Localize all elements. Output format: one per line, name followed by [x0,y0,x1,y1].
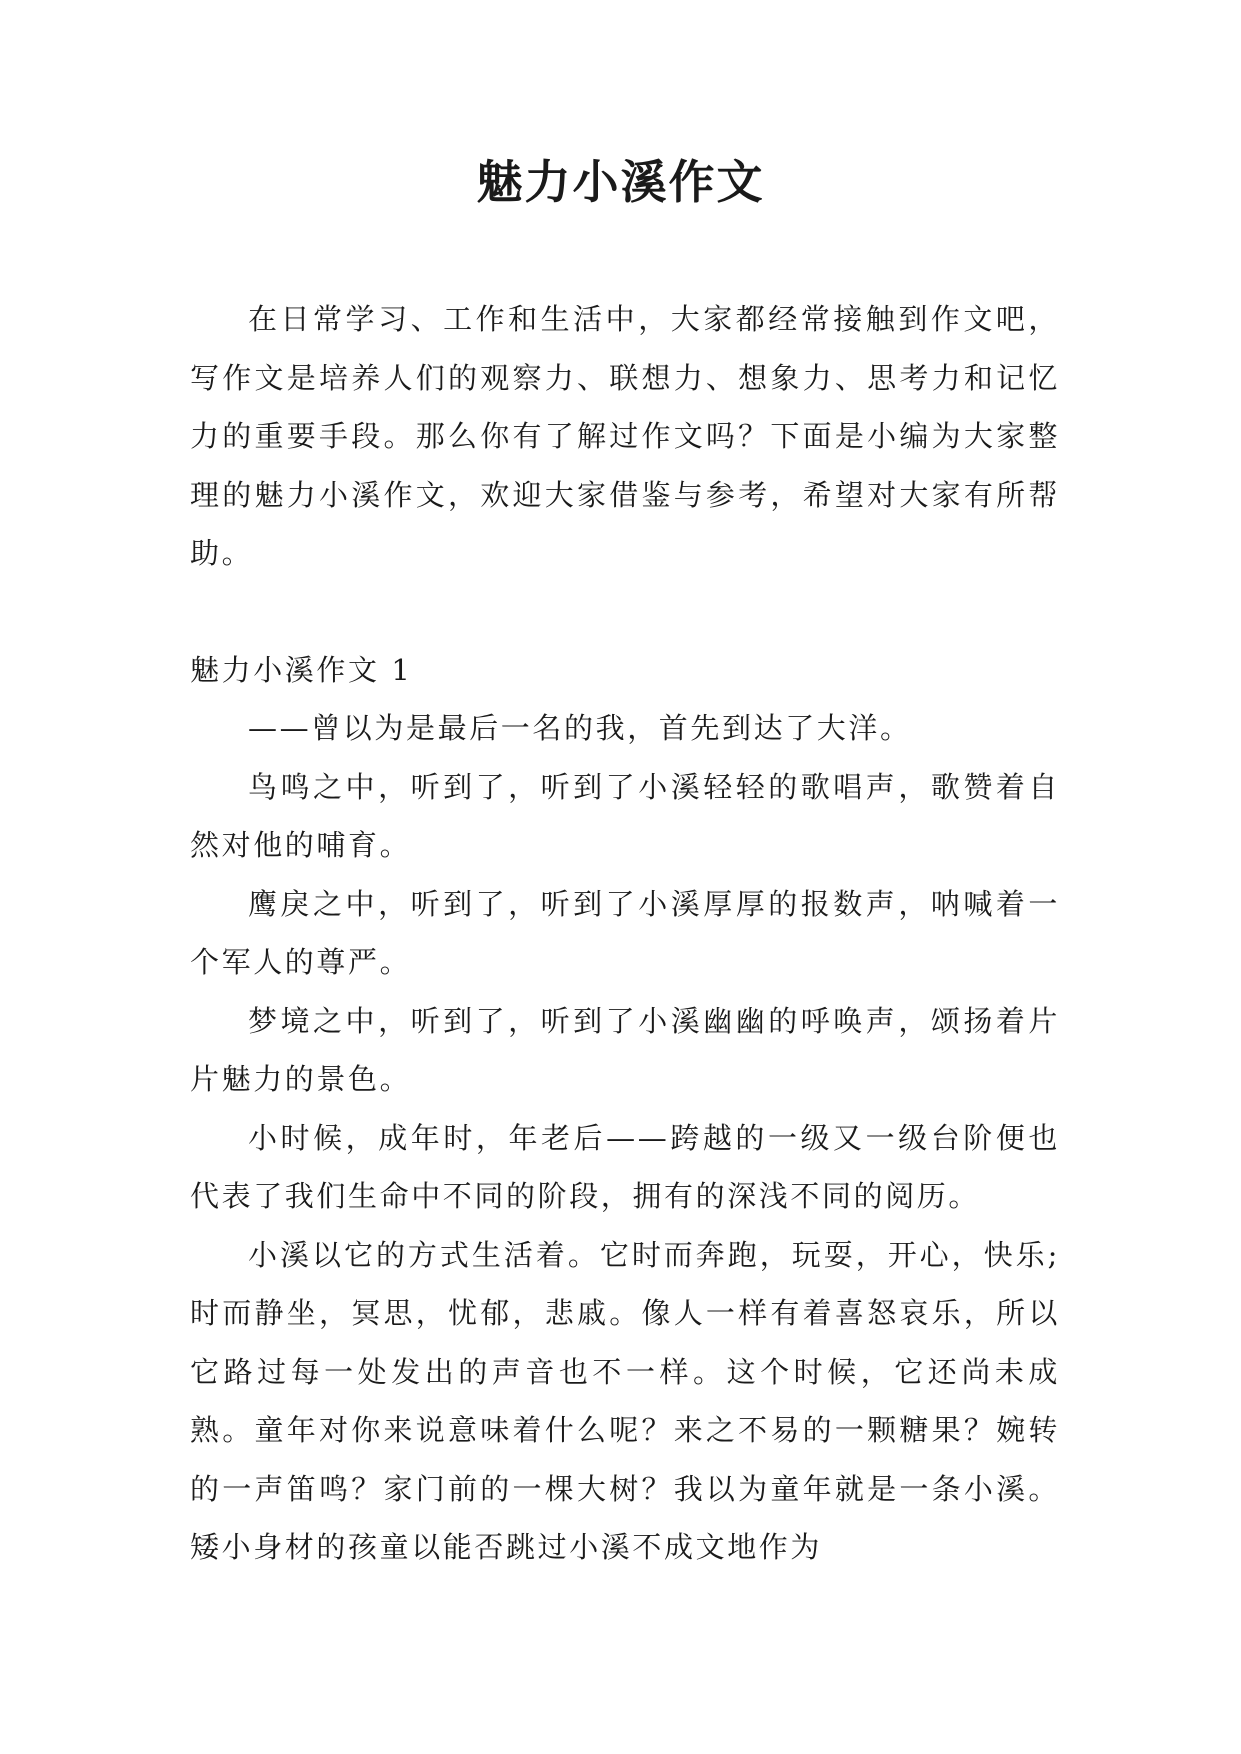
body-paragraph: 小溪以它的方式生活着。它时而奔跑，玩耍，开心，快乐;时而静坐，冥思，忧郁，悲戚。像人一样有着喜怒哀乐，所以它路过每一处发出的声音也不一样。这个时候，它还尚未成熟。童年对你来说意味着什么呢？来之不易的一颗糖果？婉转的一声笛鸣？家门前的一棵大树？我以为童年就是一条小溪。矮小身材的孩童以能否跳过小溪不成文地作为 [190,1237,1060,1564]
body-paragraph: 鸟鸣之中，听到了，听到了小溪轻轻的歌唱声，歌赞着自然对他的哺育。 [190,769,1060,862]
section-heading: 魅力小溪作文 1 [190,652,413,687]
intro-paragraph: 在日常学习、工作和生活中，大家都经常接触到作文吧，写作文是培养人们的观察力、联想力、想象力、思考力和记忆力的重要手段。那么你有了解过作文吗？下面是小编为大家整理的魅力小溪作文，欢迎大家借鉴与参考，希望对大家有所帮助。 [190,302,1060,570]
document-body [190,290,1060,1577]
document-title: 魅力小溪作文 [476,155,765,209]
body-paragraph: 小时候，成年时，年老后——跨越的一级又一级台阶便也代表了我们生命中不同的阶段，拥有的深浅不同的阅历。 [190,1120,1060,1213]
body-paragraph: 梦境之中，听到了，听到了小溪幽幽的呼唤声，颂扬着片片魅力的景色。 [190,1003,1060,1096]
body-paragraph: 鹰戾之中，听到了，听到了小溪厚厚的报数声，呐喊着一个军人的尊严。 [190,886,1060,979]
body-paragraph: ——曾以为是最后一名的我，首先到达了大洋。 [248,711,912,745]
